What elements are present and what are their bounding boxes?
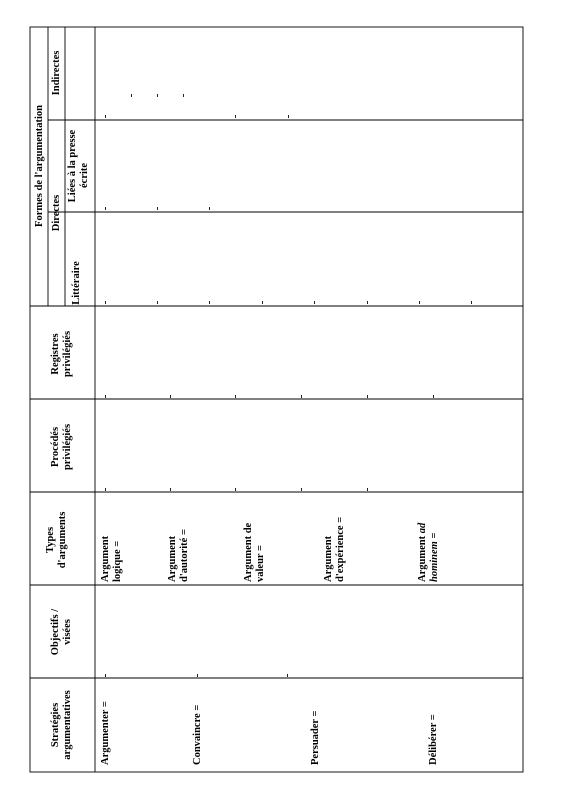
header-strategies-line1: Stratégies bbox=[50, 702, 61, 748]
marker bbox=[105, 207, 106, 210]
header-indirectes: Indirectes bbox=[51, 50, 62, 96]
marker bbox=[197, 674, 198, 677]
marker bbox=[367, 488, 368, 491]
marker bbox=[105, 395, 106, 398]
column-headers bbox=[34, 51, 90, 760]
header-procedes-line1: Procédés bbox=[50, 426, 61, 468]
argument-types-column bbox=[100, 517, 440, 582]
header-procedes-line2: privilégiés bbox=[62, 423, 73, 471]
header-presse-line2: écrite bbox=[79, 162, 90, 188]
header-objectives-line1: Objectifs / bbox=[50, 608, 61, 656]
marker bbox=[131, 94, 132, 97]
marker bbox=[288, 115, 289, 118]
marker bbox=[471, 301, 472, 304]
table-border bbox=[30, 27, 523, 772]
argument-valeur-line1: Argument de bbox=[243, 522, 254, 582]
marker bbox=[183, 94, 184, 97]
argument-experience-line1: Argument bbox=[323, 535, 334, 582]
marker bbox=[209, 207, 210, 210]
argument-hominem-italic: ad bbox=[417, 522, 428, 534]
bullet-markers bbox=[105, 94, 472, 677]
marker bbox=[157, 207, 158, 210]
marker bbox=[301, 395, 302, 398]
strategies-column bbox=[100, 701, 439, 765]
strategy-convaincre: Convaincre = bbox=[192, 704, 203, 765]
strategy-persuader: Persuader = bbox=[310, 710, 321, 765]
header-objectives-line2: visées bbox=[62, 619, 73, 645]
marker bbox=[314, 301, 315, 304]
marker bbox=[433, 395, 434, 398]
strategy-deliberer: Délibérer = bbox=[428, 714, 439, 765]
marker bbox=[262, 301, 263, 304]
argument-autorite-line2: d'autorité = bbox=[179, 529, 190, 582]
argument-experience-line2: d'expérience = bbox=[335, 516, 346, 582]
argument-logique-line1: Argument bbox=[100, 535, 111, 582]
marker bbox=[301, 488, 302, 491]
argument-hominem-line1: Argument ad bbox=[417, 522, 428, 582]
marker bbox=[235, 395, 236, 398]
table-grid bbox=[30, 27, 523, 772]
argument-valeur-line2: valeur = bbox=[255, 545, 266, 582]
argument-autorite-line1: Argument bbox=[167, 535, 178, 582]
marker bbox=[170, 395, 171, 398]
header-directes: Directes bbox=[51, 194, 62, 232]
argument-logique-line2: logique = bbox=[112, 540, 123, 582]
argument-hominem-line2 bbox=[429, 533, 440, 582]
header-types-line2: d'arguments bbox=[57, 511, 68, 569]
header-registres-line1: Registres bbox=[50, 333, 61, 375]
strategy-argumenter: Argumenter = bbox=[100, 701, 111, 765]
marker bbox=[367, 395, 368, 398]
header-registres-line2: privilégiés bbox=[62, 330, 73, 378]
marker bbox=[105, 488, 106, 491]
marker bbox=[287, 674, 288, 677]
marker bbox=[105, 115, 106, 118]
header-strategies-line2: argumentatives bbox=[62, 690, 73, 760]
header-types-line1: Types bbox=[45, 526, 56, 554]
argument-hominem-suffix: = bbox=[429, 532, 440, 542]
marker bbox=[419, 301, 420, 304]
header-litteraire: Littéraire bbox=[71, 261, 82, 305]
marker bbox=[235, 488, 236, 491]
marker bbox=[209, 301, 210, 304]
argument-hominem-word: hominem bbox=[429, 541, 440, 582]
marker bbox=[157, 301, 158, 304]
marker bbox=[157, 94, 158, 97]
header-presse-line1: Liées à la presse bbox=[67, 129, 78, 203]
marker bbox=[105, 301, 106, 304]
header-formes: Formes de l'argumentation bbox=[34, 105, 45, 227]
marker bbox=[367, 301, 368, 304]
marker bbox=[105, 674, 106, 677]
marker bbox=[235, 115, 236, 118]
marker bbox=[170, 488, 171, 491]
